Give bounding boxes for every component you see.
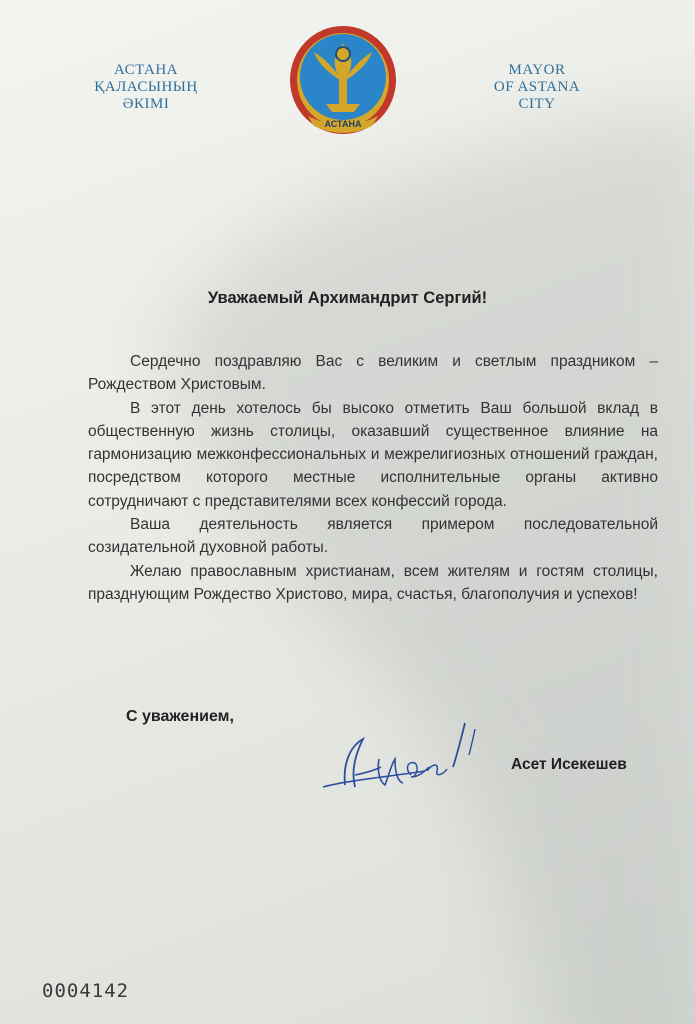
salutation: Уважаемый Архимандрит Сергий! — [207, 289, 488, 307]
body-paragraph-4: Желаю православным христианам, всем жителям и гостям столицы, празднующим Рождество Христово, мира, счастья, благополучия и успехов! — [88, 562, 658, 603]
astana-emblem-icon — [288, 24, 398, 136]
header-left-line-1: АСТАНА — [113, 62, 178, 78]
handwritten-signature — [315, 715, 485, 805]
header-left-line-3: ӘКІМІ — [122, 96, 170, 112]
body-paragraph-2: В этот день хотелось бы высоко отметить Ваш большой вклад в общественную жизнь столицы, оказавший существенное влияние на гармонизацию межконфессиональных и межрелигиозных отношений граждан, посредством которого местные исполнительные органы активно сотрудничают с представителями всех конфессий города. — [88, 399, 658, 510]
body-paragraph-3: Ваша деятельность является примером последовательной созидательной духовной работы. — [88, 516, 658, 557]
serial-number: 0004142 — [42, 980, 130, 1002]
emblem-label: АСТАНА — [324, 119, 362, 129]
header-right-line-3: CITY — [518, 96, 556, 112]
closing-phrase: С уважением, — [126, 708, 234, 725]
header-kazakh — [56, 62, 236, 113]
body-paragraph-1: Сердечно поздравляю Вас с великим и светлым праздником – Рождеством Христовым. — [88, 353, 658, 394]
signer-name: Асет Исекешев — [511, 756, 627, 773]
letter-body — [88, 350, 658, 606]
header-english — [447, 62, 627, 113]
header-right-line-1: MAYOR — [508, 62, 566, 78]
header-right-line-2: OF ASTANA — [493, 79, 581, 95]
header-left-line-2: ҚАЛАСЫНЫҢ — [94, 79, 198, 95]
